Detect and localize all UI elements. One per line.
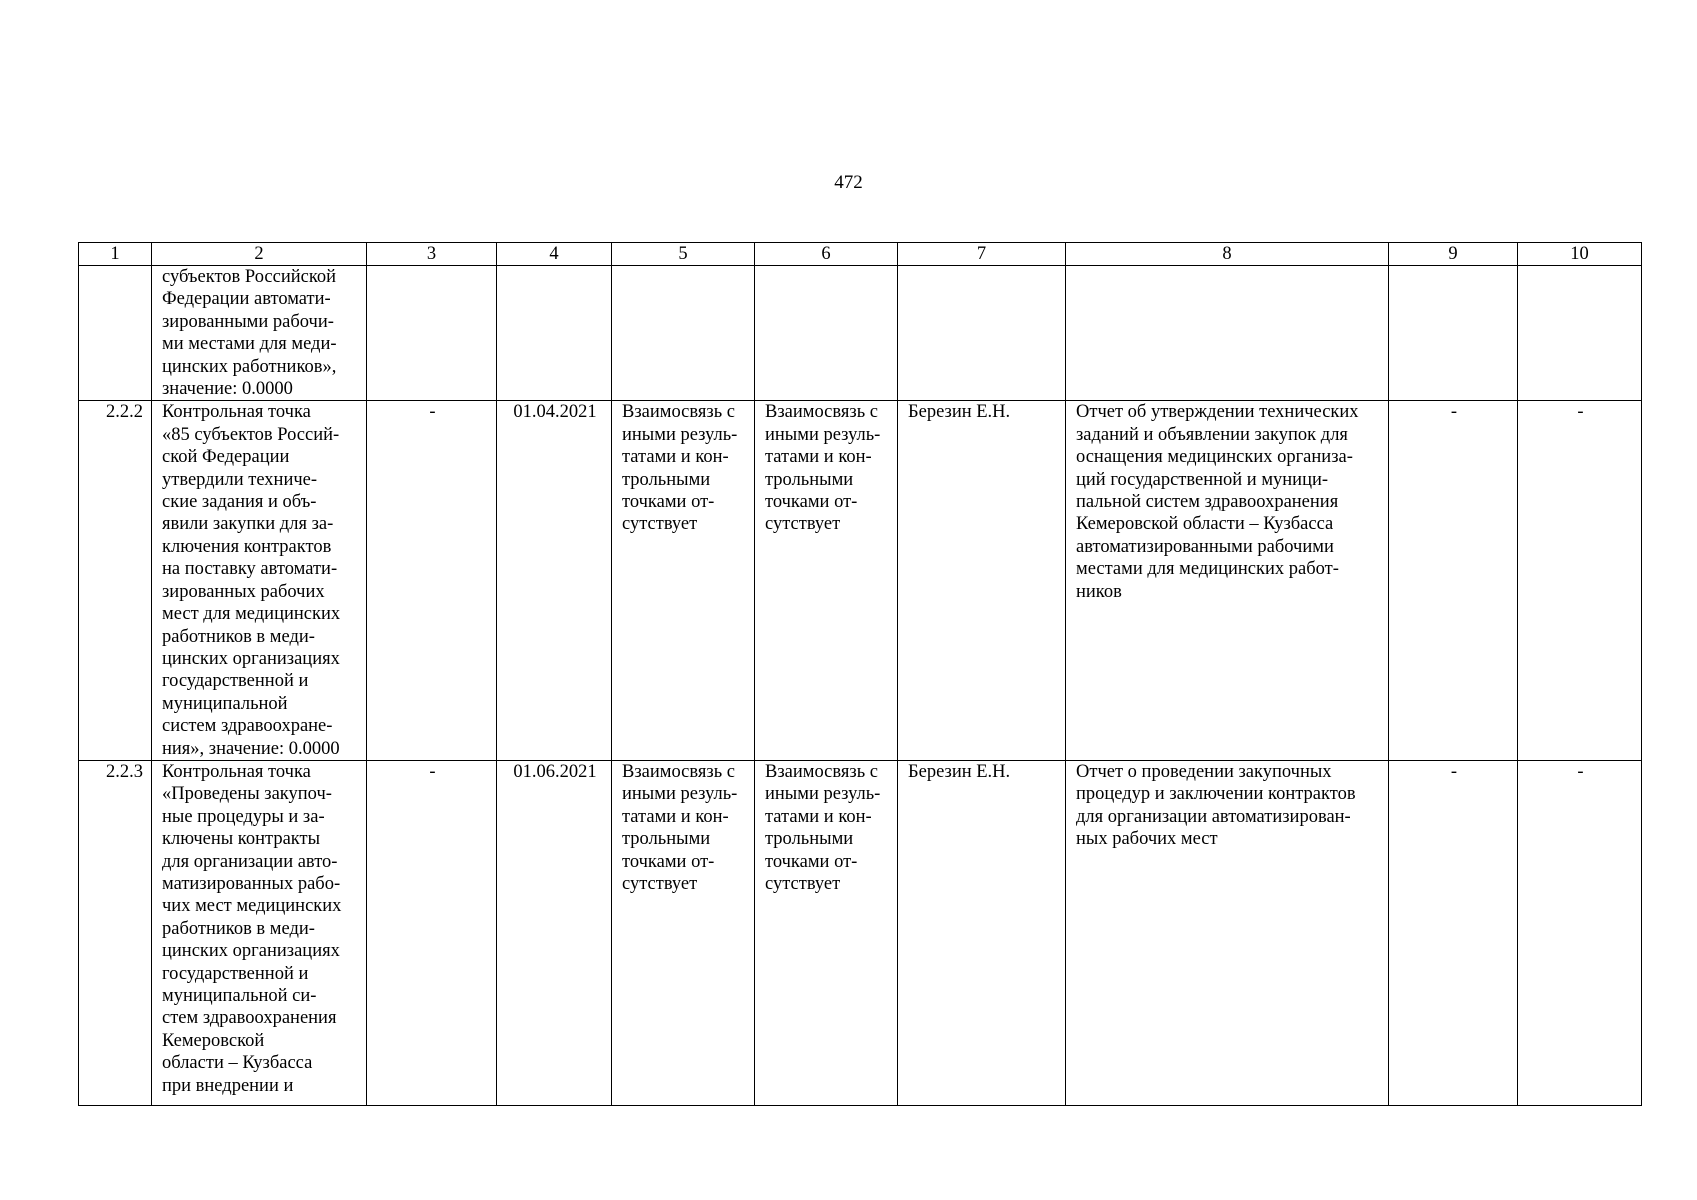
table-body <box>79 266 1642 1106</box>
cell-text-line: иными резуль- <box>622 424 738 445</box>
cell-text-line: явили закупки для за- <box>162 514 334 535</box>
cell-text-line: Отчет об утверждении технических <box>1076 402 1359 423</box>
description-cell <box>152 266 367 401</box>
col9-cell <box>1389 266 1518 401</box>
cell-text-line: чих мест медицинских <box>162 896 342 917</box>
column-number-row <box>79 243 1642 266</box>
cell-text: 01.04.2021 <box>513 402 597 423</box>
cell-text-line: ций государственной и муници- <box>1076 469 1329 490</box>
cell-text-line: матизированных рабо- <box>162 873 341 894</box>
cell-text-line: систем здравоохране- <box>162 716 333 737</box>
cell-text-line: иными резуль- <box>765 424 881 445</box>
row-number-cell <box>79 401 152 761</box>
cell-text: - <box>429 761 436 782</box>
cell-text-line: татами и кон- <box>765 806 872 827</box>
cell-text-line: субъектов Российской <box>162 267 337 287</box>
cell-text-line: трольными <box>765 829 854 850</box>
cell-text-line: трольными <box>622 469 711 490</box>
cell-text-line: сутствует <box>622 514 698 535</box>
cell-text-line: цинских организациях <box>162 648 340 669</box>
col9-cell <box>1389 401 1518 761</box>
column-header-2: 2 <box>152 243 367 266</box>
row-number-cell <box>79 266 152 401</box>
description-cell <box>152 760 367 1105</box>
cell-text-line: ные процедуры и за- <box>162 806 325 827</box>
cell-text-line: цинских работников», <box>162 356 337 377</box>
date-cell <box>497 401 612 761</box>
cell-text-line: мест для медицинских <box>162 604 341 625</box>
cell-text-line: ской Федерации <box>162 447 290 468</box>
cell-text-line: Федерации автомати- <box>162 289 331 310</box>
relation-cell-5 <box>612 266 755 401</box>
col3-cell <box>367 760 497 1105</box>
cell-text: - <box>1450 402 1458 423</box>
description-cell <box>152 401 367 761</box>
col3-cell <box>367 266 497 401</box>
cell-text-line: зированных рабочих <box>162 581 325 602</box>
cell-text-line: трольными <box>622 829 711 850</box>
cell-text-line: государственной и <box>162 671 309 692</box>
col3-cell <box>367 401 497 761</box>
cell-text: - <box>429 402 436 423</box>
cell-text-line: ния», значение: 0.0000 <box>162 738 340 759</box>
cell-text-line: ключены контракты <box>162 829 321 850</box>
cell-text: - <box>1577 402 1584 423</box>
cell-text-line: ми местами для меди- <box>162 334 337 355</box>
date-cell <box>497 760 612 1105</box>
cell-text-line: Контрольная точка <box>162 402 311 423</box>
report-cell <box>1066 401 1389 761</box>
cell-text-line: заданий и объявлении закупок для <box>1076 424 1348 445</box>
cell-text-line: точками от- <box>765 851 858 872</box>
cell-text-line: сутствует <box>622 873 698 894</box>
cell-text-line: ские задания и объ- <box>162 492 317 513</box>
responsible-cell <box>898 266 1066 401</box>
cell-text-line: сутствует <box>765 514 841 535</box>
col10-cell <box>1518 401 1642 761</box>
cell-text-line: Взаимосвязь с <box>622 761 735 782</box>
cell-text: 2.2.2 <box>106 402 143 423</box>
cell-text-line: при внедрении и <box>162 1075 294 1096</box>
cell-text-line: иными резуль- <box>765 784 881 805</box>
col9-cell <box>1389 760 1518 1105</box>
cell-text-line: работников в меди- <box>162 918 315 939</box>
table-row <box>79 760 1642 1105</box>
relation-cell-6 <box>755 266 898 401</box>
cell-text-line: оснащения медицинских организа- <box>1076 447 1353 468</box>
cell-text-line: для организации автоматизирован- <box>1076 806 1351 827</box>
report-cell <box>1066 266 1389 401</box>
column-header-6: 6 <box>755 243 898 266</box>
cell-text-line: процедур и заключении контрактов <box>1076 784 1356 805</box>
col10-cell <box>1518 266 1642 401</box>
cell-text-line: Контрольная точка <box>162 761 311 782</box>
column-header-7: 7 <box>898 243 1066 266</box>
cell-text-line: Кемеровской области – Кузбасса <box>1076 514 1334 535</box>
cell-text-line: пальной систем здравоохранения <box>1076 492 1339 513</box>
cell-text: - <box>1577 761 1584 782</box>
cell-text-line: ключения контрактов <box>162 536 332 557</box>
col10-cell <box>1518 760 1642 1105</box>
page-number: 472 <box>834 172 863 193</box>
responsible-cell <box>898 401 1066 761</box>
plan-table <box>78 242 1642 1106</box>
cell-text-line: значение: 0.0000 <box>162 379 293 400</box>
cell-text-line: точками от- <box>622 851 715 872</box>
cell-text-line: Отчет о проведении закупочных <box>1076 761 1332 782</box>
cell-text-line: Взаимосвязь с <box>765 402 878 423</box>
column-header-8: 8 <box>1066 243 1389 266</box>
cell-text-line: утвердили техниче- <box>162 469 318 490</box>
cell-text-line: цинских организациях <box>162 941 340 962</box>
report-cell <box>1066 760 1389 1105</box>
column-header-5: 5 <box>612 243 755 266</box>
cell-text-line: трольными <box>765 469 854 490</box>
cell-text-line: Кемеровской <box>162 1030 265 1051</box>
cell-text-line: точками от- <box>622 492 715 513</box>
cell-text-line: местами для медицинских работ- <box>1076 559 1339 580</box>
cell-text-line: области – Кузбасса <box>162 1053 313 1074</box>
column-header-9: 9 <box>1389 243 1518 266</box>
cell-text-line: муниципальной <box>162 693 288 714</box>
relation-cell-5 <box>612 401 755 761</box>
cell-text-line: на поставку автомати- <box>162 559 338 580</box>
cell-text-line: автоматизированными рабочими <box>1076 536 1334 557</box>
column-header-1: 1 <box>79 243 152 266</box>
cell-text-line: зированными рабочи- <box>162 311 334 332</box>
cell-text: 01.06.2021 <box>513 761 597 782</box>
column-header-3: 3 <box>367 243 497 266</box>
cell-text-line: точками от- <box>765 492 858 513</box>
cell-text: 2.2.3 <box>106 761 143 782</box>
cell-text-line: татами и кон- <box>622 806 729 827</box>
cell-text: Березин Е.Н. <box>908 402 1011 423</box>
cell-text-line: ников <box>1076 581 1122 602</box>
row-number-cell <box>79 760 152 1105</box>
column-header-10: 10 <box>1518 243 1642 266</box>
relation-cell-5 <box>612 760 755 1105</box>
cell-text-line: татами и кон- <box>765 447 872 468</box>
cell-text-line: Взаимосвязь с <box>765 761 878 782</box>
cell-text-line: «Проведены закупоч- <box>162 784 332 805</box>
column-header-4: 4 <box>497 243 612 266</box>
table-row <box>79 401 1642 761</box>
cell-text-line: Взаимосвязь с <box>622 402 735 423</box>
cell-text-line: работников в меди- <box>162 626 315 647</box>
cell-text-line: «85 субъектов Россий- <box>162 424 340 445</box>
relation-cell-6 <box>755 760 898 1105</box>
cell-text: - <box>1450 761 1458 782</box>
cell-text-line: для организации авто- <box>162 851 338 872</box>
date-cell <box>497 266 612 401</box>
cell-text-line: стем здравоохранения <box>162 1008 337 1029</box>
cell-text-line: государственной и <box>162 963 309 984</box>
cell-text-line: сутствует <box>765 873 841 894</box>
table-row <box>79 266 1642 401</box>
cell-text-line: ных рабочих мест <box>1076 829 1218 850</box>
cell-text-line: иными резуль- <box>622 784 738 805</box>
cell-text: Березин Е.Н. <box>908 761 1011 782</box>
cell-text-line: муниципальной си- <box>162 986 317 1006</box>
relation-cell-6 <box>755 401 898 761</box>
cell-text-line: татами и кон- <box>622 447 729 468</box>
responsible-cell <box>898 760 1066 1105</box>
